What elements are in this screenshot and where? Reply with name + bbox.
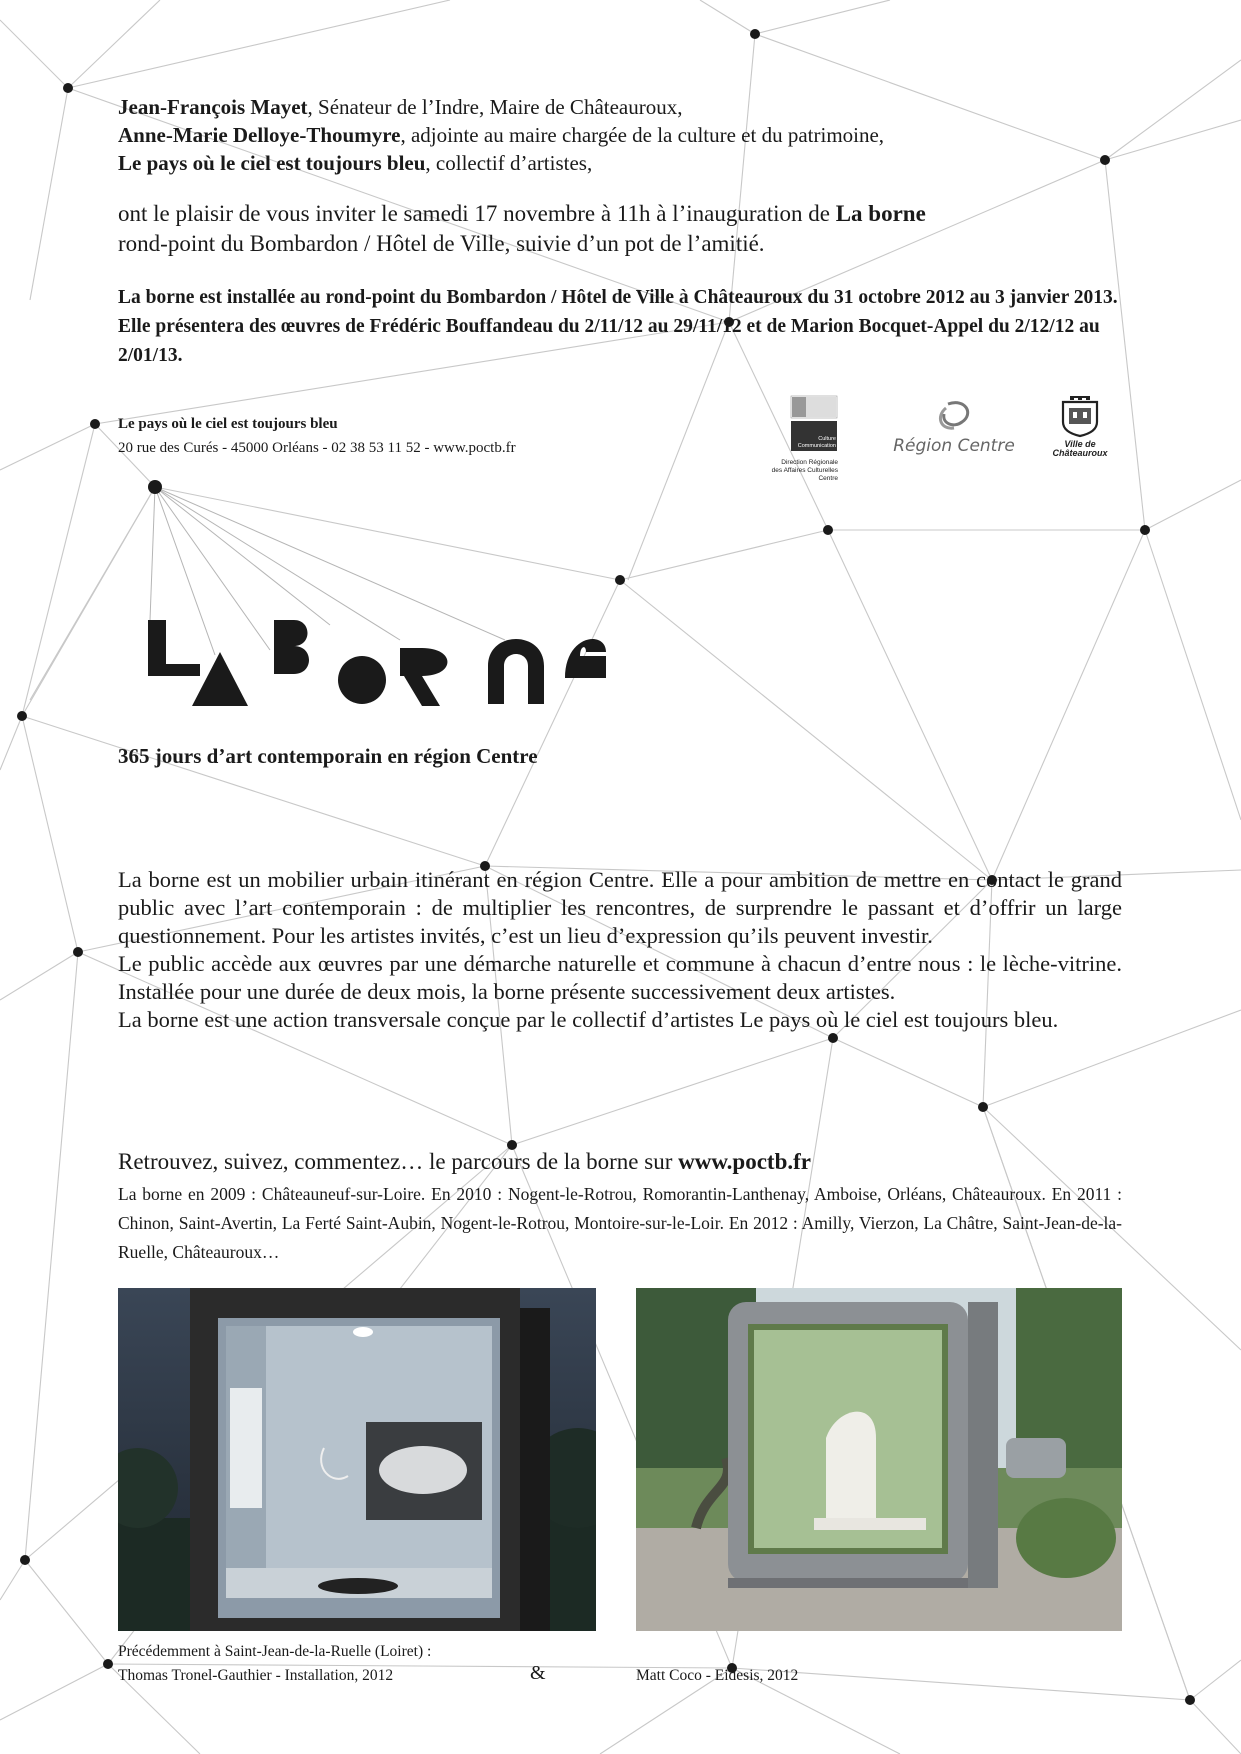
drac-text [758,459,838,483]
ville-chateauroux-logo [1045,392,1115,463]
city-crest-icon [1045,392,1115,458]
description-paragraph-1: La borne est un mobilier urbain itinérant en région Centre. Elle a pour ambition de mettre en contact le grand public avec l’art contemporain : de multiplier les rencontres, de surprendre le passant et d’offrir un large questionnement. Pour les artistes invités, c’est un lieu d’expression qu’ils peuvent investir. [118,867,1122,948]
la-borne-logo [140,612,610,712]
logo-letter-l [148,620,200,676]
invitation-location: rond-point du Bombardon / Hôtel de Ville, suivie d’un pot de l’amitié. [118,231,765,256]
organizer-role-2: , adjointe au maire chargée de la culture et du patrimoine, [400,123,885,147]
left-caption-line-2: Thomas Tronel-Gauthier - Installation, 2012 [118,1667,394,1684]
left-photo-caption [118,1640,431,1688]
drac-text-line-2: des Affaires Culturelles [771,467,838,474]
drac-text-line-3: Centre [818,475,838,482]
organizer-name-1: Jean-François Mayet [118,95,308,119]
drac-communication-label: Communication [797,443,836,449]
photo-borne-day [636,1288,1122,1631]
invitation-intro: ont le plaisir de vous inviter le samedi 17 novembre à 11h à l’inauguration de [118,201,836,226]
organizer-role-3: , collectif d’artistes, [425,151,593,175]
website-link[interactable]: www.poctb.fr [678,1149,811,1174]
chateauroux-label: Châteauroux [1052,448,1108,458]
logo-letter-n [488,639,544,704]
description-paragraph-3: La borne est une action transversale conçue par le collectif d’artistes Le pays où le ciel est toujours bleu. [118,1007,1059,1032]
organizers-block [118,93,1118,177]
drac-culture-label: Culture [818,436,836,442]
organizer-line-3 [118,149,1118,177]
follow-line [118,1149,811,1175]
region-centre-label: Région Centre [893,436,1015,456]
invitation-text [118,199,1128,259]
follow-text: Retrouvez, suivez, commentez… le parcours de la borne sur [118,1149,679,1174]
contact-address: 20 rue des Curés - 45000 Orléans - 02 38 53 11 52 - www.poctb.fr [118,440,516,456]
logo-letter-r [400,648,448,706]
drac-logo [758,394,838,483]
event-name: La borne [835,201,926,226]
logo-letter-a [192,652,248,706]
organizer-role-1: , Sénateur de l’Indre, Maire de Châteauroux, [307,95,683,119]
ampersand: & [530,1662,546,1684]
marianne-icon [758,394,838,454]
left-caption-line-1: Précédemment à Saint-Jean-de-la-Ruelle (Loiret) : [118,1643,432,1660]
description-paragraph-2: Le public accède aux œuvres par une démarche naturelle et commune à chacun d’entre nous : le lèche-vitrine. Installée pour une durée de deux mois, la borne présente successivement deux artistes. [118,951,1122,1004]
tagline: 365 jours d’art contemporain en région Centre [118,744,538,768]
region-swirl-icon [888,398,1020,458]
contact-name: Le pays où le ciel est toujours bleu [118,416,338,432]
region-centre-logo [888,398,1020,463]
contact-block [118,412,516,460]
ville-de-label: Ville de [1064,439,1096,449]
organizer-line-1 [118,93,1118,121]
logo-letter-o [338,656,386,704]
history-paragraph: La borne en 2009 : Châteauneuf-sur-Loire. En 2010 : Nogent-le-Rotrou, Romorantin-Lanthenay, Amboise, Orléans, Châteauroux. En 2011 : Chinon, Saint-Avertin, La Ferté Saint-Aubin, Nogent-le-Rotrou, Montoire-sur-le-Loir. En 2012 : Amilly, Vierzon, La Châtre, Saint-Jean-de-la-Ruelle, Châteauroux… [118,1184,1122,1262]
drac-text-line-1: Direction Régionale [781,459,838,466]
organizer-line-2 [118,121,1118,149]
logo-letter-e [565,639,606,678]
photo-installation-night [118,1288,596,1631]
organizer-name-3: Le pays où le ciel est toujours bleu [118,151,426,175]
logo-letter-b [274,620,309,674]
right-photo-caption: Matt Coco - Eidesis, 2012 [636,1667,799,1684]
organizer-name-2: Anne-Marie Delloye-Thoumyre [118,123,401,147]
dates-paragraph: La borne est installée au rond-point du Bombardon / Hôtel de Ville à Châteauroux du 31 octobre 2012 au 3 janvier 2013. Elle présentera des œuvres de Frédéric Bouffandeau du 2/11/12 au 29/11/12 et de Marion Bocquet-Appel du 2/12/12 au 2/01/13. [118,287,1118,366]
description [118,866,1122,1034]
